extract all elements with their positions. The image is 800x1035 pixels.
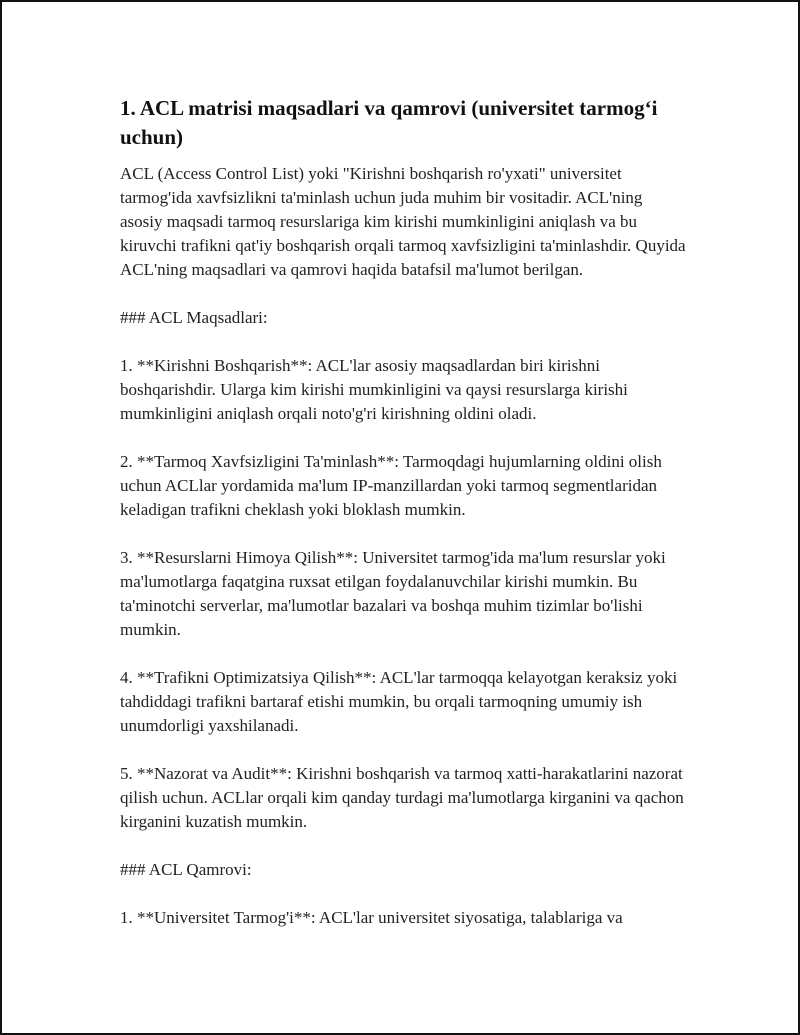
goals-heading: ### ACL Maqsadlari: (120, 308, 268, 327)
intro-paragraph: ACL (Access Control List) yoki "Kirishni boshqarish ro'yxati" universitet tarmog'ida xavfsizlikni ta'minlash uchun juda muhim bir vositadir. ACL'ning asosiy maqsadi tarmoq resurslariga kim kirishi mumkinligini aniqlash va bu kiruvchi trafikni qat'iy boshqarish orqali tarmoq xavfsizligini ta'minlashdir. Quyida ACL'ning maqsadlari va qamrovi haqida batafsil ma'lumot berilgan. (120, 164, 686, 279)
goal-item: 3. **Resurslarni Himoya Qilish**: Universitet tarmog'ida ma'lum resurslar yoki ma'lumotlarga faqatgina ruxsat etilgan foydalanuvchilar kirishi mumkin. Bu ta'minotchi serverlar, ma'lumotlar bazalari va boshqa muhim tizimlar bo'lishi mumkin. (120, 548, 666, 639)
document-content (120, 94, 686, 930)
scope-item: 1. **Universitet Tarmog'i**: ACL'lar universitet siyosatiga, talablariga va (120, 908, 623, 927)
goal-item: 1. **Kirishni Boshqarish**: ACL'lar asosiy maqsadlardan biri kirishni boshqarishdir. Ularga kim kirishi mumkinligini va qaysi resurslarga kirishi mumkinligini aniqlash orqali noto'g'ri kirishning oldini oladi. (120, 356, 628, 423)
document-title: 1. ACL matrisi maqsadlari va qamrovi (universitet tarmog‘i uchun) (120, 96, 658, 149)
scope-heading: ### ACL Qamrovi: (120, 860, 252, 879)
goal-item: 2. **Tarmoq Xavfsizligini Ta'minlash**: Tarmoqdagi hujumlarning oldini olish uchun ACLlar yordamida ma'lum IP-manzillardan yoki tarmoq segmentlaridan keladigan trafikni cheklash yoki bloklash mumkin. (120, 452, 662, 519)
goal-item: 5. **Nazorat va Audit**: Kirishni boshqarish va tarmoq xatti-harakatlarini nazorat qilish uchun. ACLlar orqali kim qanday turdagi ma'lumotlarga kirganini va qachon kirganini kuzatish mumkin. (120, 764, 684, 831)
goal-item: 4. **Trafikni Optimizatsiya Qilish**: ACL'lar tarmoqqa kelayotgan keraksiz yoki tahdiddagi trafikni bartaraf etishi mumkin, bu orqali tarmoqning umumiy ish unumdorligi yaxshilanadi. (120, 668, 678, 735)
